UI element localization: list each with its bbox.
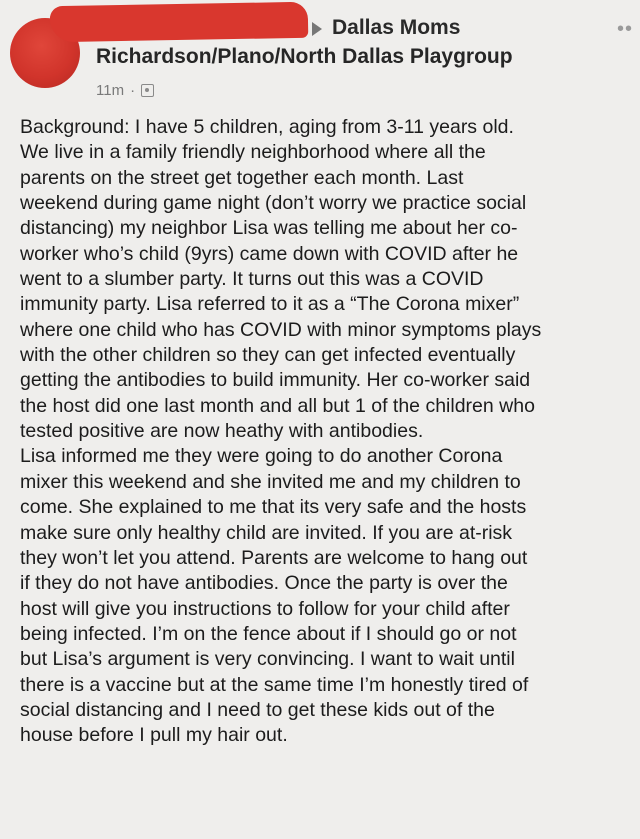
post-text-line: with the other children so they can get infected eventually — [20, 344, 516, 367]
post-meta — [96, 80, 154, 100]
meta-separator: · — [130, 81, 136, 99]
post-text-line: Lisa informed me they were going to do another Corona — [20, 445, 503, 468]
arrow-right-icon — [312, 22, 322, 36]
post-text-line: come. She explained to me that its very safe and the hosts — [20, 496, 527, 519]
post-text-line: parents on the street get together each month. Last — [20, 166, 464, 189]
post-text-line: if they do not have antibodies. Once the party is over the — [20, 572, 508, 595]
post-text-line: the host did one last month and all but 1 of the children who — [20, 394, 535, 417]
post-text-line: getting the antibodies to build immunity. Her co-worker said — [20, 369, 531, 392]
post-header — [0, 0, 640, 110]
post-text-line: tested positive are now heathy with antibodies. — [20, 420, 424, 443]
post-text — [20, 115, 640, 749]
post-timestamp[interactable]: 11m — [96, 81, 125, 99]
post-text-line: make sure only healthy child are invited. If you are at-risk — [20, 521, 513, 544]
group-audience-icon — [141, 84, 154, 97]
post-text-line: house before I pull my hair out. — [20, 724, 288, 747]
more-options-icon[interactable]: •• — [617, 18, 634, 40]
group-name-link[interactable]: Dallas Moms — [332, 16, 461, 39]
post-text-line: distancing) my neighbor Lisa was telling me about her co- — [20, 217, 518, 240]
post-text-line: mixer this weekend and she invited me and my children to — [20, 470, 521, 493]
post-text-line: weekend during game night (don’t worry we practice social — [20, 192, 527, 215]
post-text-line: We live in a family friendly neighborhood where all the — [20, 141, 486, 164]
post-text-line: but Lisa’s argument is very convincing. I want to wait until — [20, 648, 515, 671]
post-text-line: being infected. I’m on the fence about if I should go or not — [20, 622, 517, 645]
post-text-line: there is a vaccine but at the same time I’m honestly tired of — [20, 673, 529, 696]
post-text-line: immunity party. Lisa referred to it as a “The Corona mixer” — [20, 293, 520, 316]
post-text-line: Background: I have 5 children, aging from 3-11 years old. — [20, 116, 514, 138]
post-text-line: worker who’s child (9yrs) came down with COVID after he — [20, 242, 519, 265]
post-text-line: they won’t let you attend. Parents are welcome to hang out — [20, 546, 528, 569]
post-text-line: social distancing and I need to get these kids out of the — [20, 698, 495, 721]
post-text-line: went to a slumber party. It turns out this was a COVID — [20, 268, 484, 291]
post-text-line: host will give you instructions to follow for your child after — [20, 597, 510, 620]
redacted-author-name — [50, 2, 309, 42]
subgroup-name-link[interactable]: Richardson/Plano/North Dallas Playgroup — [96, 45, 513, 68]
post-text-line: where one child who has COVID with minor symptoms plays — [20, 318, 542, 341]
